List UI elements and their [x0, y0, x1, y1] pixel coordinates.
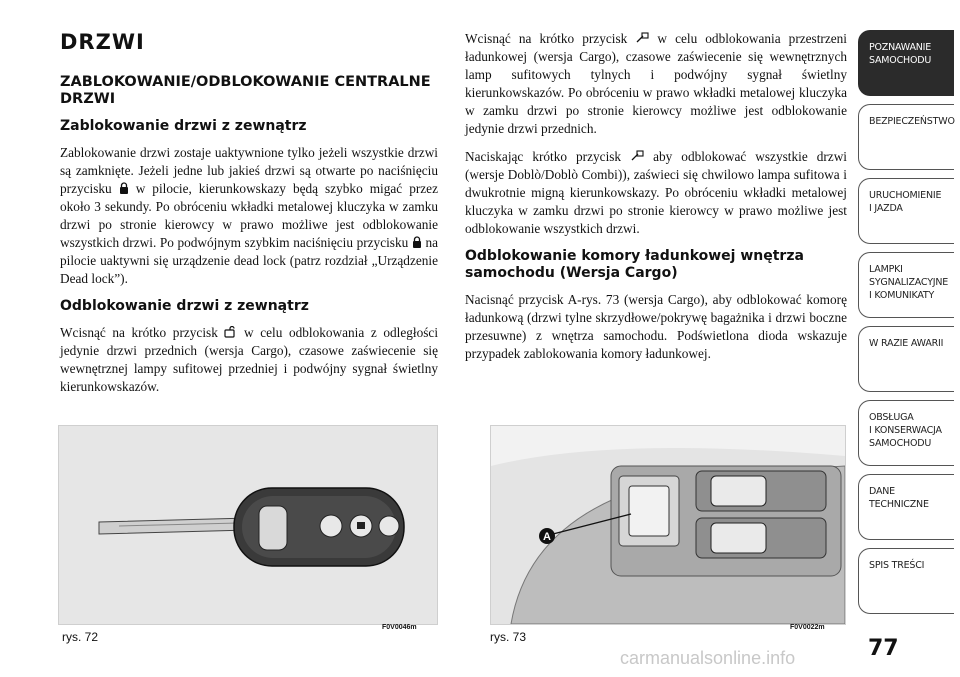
tab-label-line: I JAZDA: [869, 203, 903, 214]
tab-label-line: I KONSERWACJA: [869, 425, 942, 436]
tab-label-line: W RAZIE AWARII: [869, 338, 944, 349]
heading-unlock-outside: Odblokowanie drzwi z zewnątrz: [60, 298, 309, 314]
sidebar-tab-bezpieczenstwo[interactable]: [858, 104, 954, 170]
cargo-unlock-icon: [635, 32, 649, 44]
tab-label-line: SPIS TREŚCI: [869, 560, 925, 571]
figure-73-marker-a: A: [543, 531, 551, 543]
door-panel-illustration: [491, 426, 845, 624]
sidebar-tab-dane[interactable]: [858, 474, 954, 540]
tab-label-line: TECHNICZNE: [869, 499, 929, 510]
heading-central-locking: ZABLOKOWANIE/ODBLOKOWANIE CENTRALNE DRZWI: [60, 74, 431, 107]
figure-door-panel: [490, 425, 846, 625]
tab-label-line: I KOMUNIKATY: [869, 290, 935, 301]
cargo-unlock-icon: [630, 150, 644, 162]
watermark: carmanualsonline.info: [620, 648, 796, 668]
left-column: [60, 30, 438, 406]
heading-cargo-inside: Odblokowanie komory ładunkowej wnętrza samochodu (Wersja Cargo): [465, 248, 804, 281]
tab-label-line: LAMPKI: [869, 264, 903, 275]
tab-label-line: SAMOCHODU: [869, 438, 932, 449]
figure-72-caption: rys. 72: [62, 630, 99, 644]
car-unlock-icon: [224, 326, 237, 338]
sidebar-tab-obsluga[interactable]: [858, 400, 954, 466]
key-fob-illustration: [59, 426, 437, 624]
sidebar-tab-poznawanie[interactable]: [858, 30, 954, 96]
page-number: 77: [868, 636, 899, 661]
tab-label-line: URUCHOMIENIE: [869, 190, 942, 201]
sidebar-tab-spis[interactable]: [858, 548, 954, 614]
tab-label-line: BEZPIECZEŃSTWO: [869, 116, 955, 127]
figure-key-fob: [58, 425, 438, 625]
tab-label-line: DANE: [869, 486, 895, 497]
sidebar-tab-uruchomienie[interactable]: [858, 178, 954, 244]
figure-72-code: F0V0046m: [382, 624, 417, 631]
paragraph-cargo-unlock: Wcisnąć na krótko przycisk w celu odblokowania przestrzeni ładunkowej (wersja Cargo), czasowe zaświecenie się wewnętrznych lamp sufitowych tylnych i podwójny sygnał świetlny kierunkowskazów. Po obróceniu w prawo wkładki metalowej kluczyka w zamku drzwi po stronie kierowcy możliwe jest odblokowanie jedynie drzwi przednich.: [465, 31, 847, 136]
paragraph-cargo-inside: Nacisnąć przycisk A-rys. 73 (wersja Cargo), aby odblokować komorę ładunkową (drzwi tylne skrzydłowe/pokrywę bagażnika i drzwi boczne przesuwne) z wnętrza samochodu. Podświetlona dioda wskazuje przypadek zablokowania komory ładunkowej.: [465, 292, 847, 361]
tab-label-line: SYGNALIZACYJNE: [869, 277, 949, 288]
padlock-icon: [412, 236, 422, 248]
paragraph-unlock-outside: Wcisnąć na krótko przycisk w celu odblokowania z odległości jedynie drzwi przednich (wersja Cargo), czasowe zaświecenie się wewnętrznej lampy sufitowej przedniej i podwójny sygnał świetlny kierunkowskazów.: [60, 325, 439, 394]
figure-73-caption: rys. 73: [490, 630, 527, 644]
figure-73-code: F0V0022m: [790, 624, 825, 631]
tab-label-line: SAMOCHODU: [869, 55, 932, 66]
tab-label-line: POZNAWANIE: [869, 42, 932, 53]
padlock-icon: [119, 182, 129, 194]
sidebar-tab-lampki[interactable]: [858, 252, 954, 318]
right-column: [465, 30, 847, 373]
paragraph-lock-outside: Zablokowanie drzwi zostaje uaktywnione tylko jeżeli wszystkie drzwi są zamknięte. Jeżeli jedne lub jakieś drzwi są otwarte po naciśnięciu przycisku w pilocie, kierunkowskazy będą szybko migać przez około 3 sekundy. Po obróceniu wkładki metalowej kluczyka w zamku drzwi po stronie kierowcy w prawo możliwe jest odblokowanie wszystkich drzwi. Po podwójnym szybkim naciśnięciu przycisku na pilocie uaktywni się urządzenie dead lock (patrz rozdział „Urządzenie Dead lock”).: [60, 145, 438, 286]
section-title: DRZWI: [60, 30, 145, 54]
paragraph-unlock-all: Naciskając krótko przycisk aby odblokować wszystkie drzwi (wersje Doblò/Doblò Combi)), zaświeci się chwilowo lampa sufitowa i dwukrotnie migną kierunkowskazy. Po obróceniu wkładki metalowej kluczyka w zamku drzwi po stronie kierowcy w prawo możliwe jest odblokowanie wszystkich drzwi.: [465, 149, 847, 236]
sidebar-tab-awaria[interactable]: [858, 326, 954, 392]
heading-lock-outside: Zablokowanie drzwi z zewnątrz: [60, 118, 307, 134]
tab-label-line: OBSŁUGA: [869, 412, 914, 423]
